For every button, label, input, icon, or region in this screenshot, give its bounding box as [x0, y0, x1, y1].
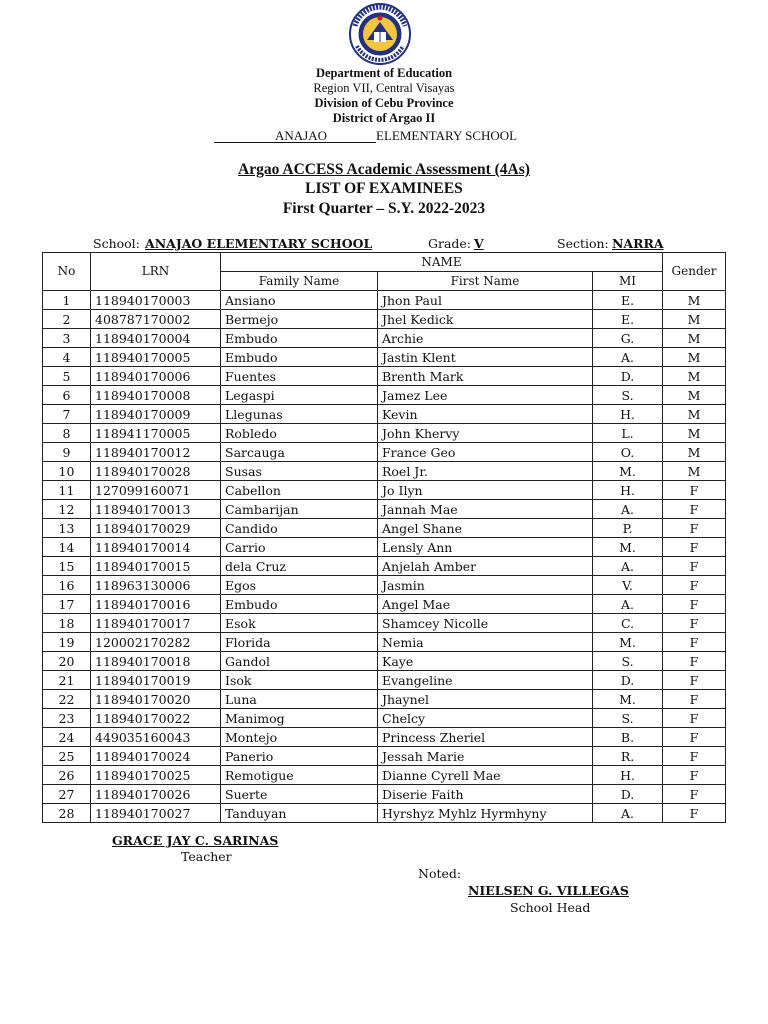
row-no: 12 — [43, 500, 91, 519]
row-family-name: Tanduyan — [221, 804, 378, 823]
table-row — [43, 728, 726, 747]
table-row — [43, 595, 726, 614]
row-first-name: Lensly Ann — [378, 538, 593, 557]
examinees-table — [42, 252, 726, 823]
row-lrn: 118940170005 — [91, 348, 221, 367]
teacher-role: Teacher — [181, 849, 232, 864]
row-first-name: Anjelah Amber — [378, 557, 593, 576]
row-mi: B. — [593, 728, 663, 747]
row-gender: F — [663, 671, 726, 690]
row-first-name: Kevin — [378, 405, 593, 424]
row-no: 25 — [43, 747, 91, 766]
school-suffix: ELEMENTARY SCHOOL — [376, 128, 518, 143]
row-first-name: France Geo — [378, 443, 593, 462]
row-gender: M — [663, 405, 726, 424]
row-first-name: Jessah Marie — [378, 747, 593, 766]
row-gender: F — [663, 633, 726, 652]
school-name-line — [0, 128, 768, 144]
table-row — [43, 614, 726, 633]
row-gender: F — [663, 785, 726, 804]
table-row — [43, 386, 726, 405]
row-lrn: 118940170013 — [91, 500, 221, 519]
row-gender: F — [663, 652, 726, 671]
row-no: 24 — [43, 728, 91, 747]
row-no: 8 — [43, 424, 91, 443]
row-no: 9 — [43, 443, 91, 462]
table-row — [43, 519, 726, 538]
header-mi: MI — [593, 272, 663, 291]
row-gender: F — [663, 538, 726, 557]
row-no: 3 — [43, 329, 91, 348]
section-value: NARRA — [612, 236, 664, 251]
row-gender: F — [663, 728, 726, 747]
row-mi: H. — [593, 405, 663, 424]
row-mi: V. — [593, 576, 663, 595]
list-title: LIST OF EXAMINEES — [305, 180, 463, 197]
row-gender: M — [663, 424, 726, 443]
row-no: 4 — [43, 348, 91, 367]
grade-value: V — [474, 236, 484, 251]
row-lrn: 118940170024 — [91, 747, 221, 766]
row-family-name: Embudo — [221, 348, 378, 367]
table-row — [43, 804, 726, 823]
row-lrn: 120002170282 — [91, 633, 221, 652]
row-mi: C. — [593, 614, 663, 633]
table-row — [43, 424, 726, 443]
row-first-name: Evangeline — [378, 671, 593, 690]
row-gender: F — [663, 690, 726, 709]
table-row — [43, 405, 726, 424]
deped-seal-icon — [341, 2, 419, 66]
row-mi: M. — [593, 633, 663, 652]
table-row — [43, 690, 726, 709]
row-no: 6 — [43, 386, 91, 405]
class-info — [0, 236, 768, 252]
row-first-name: Nemia — [378, 633, 593, 652]
row-lrn: 118941170005 — [91, 424, 221, 443]
row-no: 16 — [43, 576, 91, 595]
row-lrn: 127099160071 — [91, 481, 221, 500]
row-first-name: Brenth Mark — [378, 367, 593, 386]
quarter-title: First Quarter – S.Y. 2022-2023 — [282, 200, 486, 217]
row-family-name: Bermejo — [221, 310, 378, 329]
row-family-name: Embudo — [221, 595, 378, 614]
row-family-name: Sarcauga — [221, 443, 378, 462]
table-row — [43, 557, 726, 576]
table-row — [43, 367, 726, 386]
row-first-name: Hyrshyz Myhlz Hyrmhyny — [378, 804, 593, 823]
row-gender: F — [663, 766, 726, 785]
row-mi: M. — [593, 538, 663, 557]
row-lrn: 118940170008 — [91, 386, 221, 405]
table-row — [43, 576, 726, 595]
row-mi: S. — [593, 386, 663, 405]
row-family-name: Florida — [221, 633, 378, 652]
row-mi: M. — [593, 690, 663, 709]
row-no: 28 — [43, 804, 91, 823]
row-mi: A. — [593, 557, 663, 576]
row-family-name: Susas — [221, 462, 378, 481]
teacher-name: GRACE JAY C. SARINAS — [112, 833, 279, 848]
row-lrn: 118940170015 — [91, 557, 221, 576]
row-no: 19 — [43, 633, 91, 652]
row-family-name: Luna — [221, 690, 378, 709]
header-no: No — [43, 253, 91, 291]
row-gender: M — [663, 310, 726, 329]
row-family-name: Suerte — [221, 785, 378, 804]
row-no: 17 — [43, 595, 91, 614]
row-lrn: 118940170020 — [91, 690, 221, 709]
row-no: 7 — [43, 405, 91, 424]
row-family-name: Isok — [221, 671, 378, 690]
header-lrn: LRN — [91, 253, 221, 291]
row-gender: F — [663, 481, 726, 500]
row-gender: M — [663, 443, 726, 462]
row-first-name: Jannah Mae — [378, 500, 593, 519]
row-gender: F — [663, 804, 726, 823]
row-family-name: Esok — [221, 614, 378, 633]
row-gender: M — [663, 291, 726, 310]
school-name: ANAJAO — [275, 128, 327, 143]
row-no: 21 — [43, 671, 91, 690]
table-row — [43, 785, 726, 804]
row-family-name: Fuentes — [221, 367, 378, 386]
row-mi: P. — [593, 519, 663, 538]
row-no: 5 — [43, 367, 91, 386]
row-mi: A. — [593, 804, 663, 823]
row-family-name: Cabellon — [221, 481, 378, 500]
row-family-name: Manimog — [221, 709, 378, 728]
row-lrn: 118940170029 — [91, 519, 221, 538]
table-row — [43, 310, 726, 329]
row-gender: F — [663, 747, 726, 766]
row-lrn: 118940170022 — [91, 709, 221, 728]
table-row — [43, 747, 726, 766]
row-gender: M — [663, 329, 726, 348]
row-gender: M — [663, 462, 726, 481]
row-no: 20 — [43, 652, 91, 671]
header-name: NAME — [221, 253, 663, 272]
row-lrn: 118940170018 — [91, 652, 221, 671]
table-row — [43, 538, 726, 557]
row-lrn: 118940170027 — [91, 804, 221, 823]
row-no: 23 — [43, 709, 91, 728]
division-line: Division of Cebu Province — [314, 96, 454, 110]
row-family-name: Candido — [221, 519, 378, 538]
row-no: 18 — [43, 614, 91, 633]
row-gender: F — [663, 614, 726, 633]
row-lrn: 118940170019 — [91, 671, 221, 690]
table-row — [43, 462, 726, 481]
row-lrn: 118940170025 — [91, 766, 221, 785]
row-mi: D. — [593, 367, 663, 386]
row-first-name: Roel Jr. — [378, 462, 593, 481]
row-family-name: dela Cruz — [221, 557, 378, 576]
table-row — [43, 291, 726, 310]
row-first-name: Jo Ilyn — [378, 481, 593, 500]
row-gender: M — [663, 386, 726, 405]
row-mi: A. — [593, 500, 663, 519]
department-title: Department of Education — [315, 66, 453, 80]
row-no: 2 — [43, 310, 91, 329]
table-row — [43, 633, 726, 652]
grade-label: Grade: — [428, 236, 472, 251]
row-no: 22 — [43, 690, 91, 709]
row-lrn: 449035160043 — [91, 728, 221, 747]
row-mi: M. — [593, 462, 663, 481]
row-family-name: Montejo — [221, 728, 378, 747]
table-row — [43, 652, 726, 671]
row-gender: M — [663, 367, 726, 386]
row-mi: O. — [593, 443, 663, 462]
row-mi: E. — [593, 310, 663, 329]
row-first-name: Jhaynel — [378, 690, 593, 709]
table-row — [43, 329, 726, 348]
row-first-name: Diserie Faith — [378, 785, 593, 804]
table-row — [43, 348, 726, 367]
row-lrn: 118940170014 — [91, 538, 221, 557]
row-first-name: Archie — [378, 329, 593, 348]
row-no: 27 — [43, 785, 91, 804]
row-first-name: Angel Shane — [378, 519, 593, 538]
row-mi: E. — [593, 291, 663, 310]
row-mi: G. — [593, 329, 663, 348]
row-mi: H. — [593, 481, 663, 500]
row-first-name: Shamcey Nicolle — [378, 614, 593, 633]
row-lrn: 118940170006 — [91, 367, 221, 386]
row-family-name: Carrio — [221, 538, 378, 557]
school-label: School: — [93, 236, 140, 251]
row-gender: F — [663, 557, 726, 576]
row-family-name: Embudo — [221, 329, 378, 348]
table-row — [43, 443, 726, 462]
row-mi: S. — [593, 652, 663, 671]
section-label: Section: — [557, 236, 609, 251]
row-lrn: 118940170004 — [91, 329, 221, 348]
row-lrn: 118940170017 — [91, 614, 221, 633]
row-lrn: 118940170016 — [91, 595, 221, 614]
row-no: 11 — [43, 481, 91, 500]
row-family-name: Gandol — [221, 652, 378, 671]
district-line: District of Argao II — [332, 111, 436, 125]
row-first-name: Jasmin — [378, 576, 593, 595]
row-first-name: Princess Zheriel — [378, 728, 593, 747]
row-family-name: Remotigue — [221, 766, 378, 785]
row-gender: F — [663, 500, 726, 519]
table-row — [43, 500, 726, 519]
row-no: 13 — [43, 519, 91, 538]
row-lrn: 118940170026 — [91, 785, 221, 804]
assessment-title: Argao ACCESS Academic Assessment (4As) — [238, 161, 530, 178]
row-lrn: 118963130006 — [91, 576, 221, 595]
row-family-name: Panerio — [221, 747, 378, 766]
row-lrn: 118940170028 — [91, 462, 221, 481]
row-mi: D. — [593, 671, 663, 690]
row-first-name: Kaye — [378, 652, 593, 671]
row-family-name: Llegunas — [221, 405, 378, 424]
header-gender: Gender — [663, 253, 726, 291]
row-first-name: Angel Mae — [378, 595, 593, 614]
row-no: 26 — [43, 766, 91, 785]
row-first-name: Jhon Paul — [378, 291, 593, 310]
row-first-name: Jastin Klent — [378, 348, 593, 367]
row-family-name: Robledo — [221, 424, 378, 443]
row-gender: F — [663, 709, 726, 728]
school-head-name: NIELSEN G. VILLEGAS — [468, 883, 629, 898]
row-family-name: Legaspi — [221, 386, 378, 405]
row-gender: M — [663, 348, 726, 367]
row-first-name: Dianne Cyrell Mae — [378, 766, 593, 785]
row-first-name: Jhel Kedick — [378, 310, 593, 329]
row-family-name: Cambarijan — [221, 500, 378, 519]
row-gender: F — [663, 576, 726, 595]
row-mi: D. — [593, 785, 663, 804]
school-value: ANAJAO ELEMENTARY SCHOOL — [145, 236, 373, 251]
row-mi: S. — [593, 709, 663, 728]
row-mi: H. — [593, 766, 663, 785]
row-mi: A. — [593, 595, 663, 614]
row-no: 10 — [43, 462, 91, 481]
table-row — [43, 671, 726, 690]
row-mi: R. — [593, 747, 663, 766]
header-first-name: First Name — [378, 272, 593, 291]
row-family-name: Ansiano — [221, 291, 378, 310]
noted-label: Noted: — [418, 866, 462, 881]
row-mi: A. — [593, 348, 663, 367]
examinees-table-body — [43, 291, 726, 823]
row-lrn: 408787170002 — [91, 310, 221, 329]
row-first-name: John Khervy — [378, 424, 593, 443]
table-row — [43, 766, 726, 785]
row-mi: L. — [593, 424, 663, 443]
row-family-name: Egos — [221, 576, 378, 595]
row-lrn: 118940170003 — [91, 291, 221, 310]
row-first-name: Chelcy — [378, 709, 593, 728]
header-family-name: Family Name — [221, 272, 378, 291]
region-line: Region VII, Central Visayas — [313, 81, 455, 95]
row-lrn: 118940170012 — [91, 443, 221, 462]
row-no: 15 — [43, 557, 91, 576]
table-row — [43, 481, 726, 500]
row-first-name: Jamez Lee — [378, 386, 593, 405]
row-no: 1 — [43, 291, 91, 310]
row-lrn: 118940170009 — [91, 405, 221, 424]
row-gender: F — [663, 519, 726, 538]
row-no: 14 — [43, 538, 91, 557]
school-head-role: School Head — [510, 900, 591, 915]
row-gender: F — [663, 595, 726, 614]
table-row — [43, 709, 726, 728]
